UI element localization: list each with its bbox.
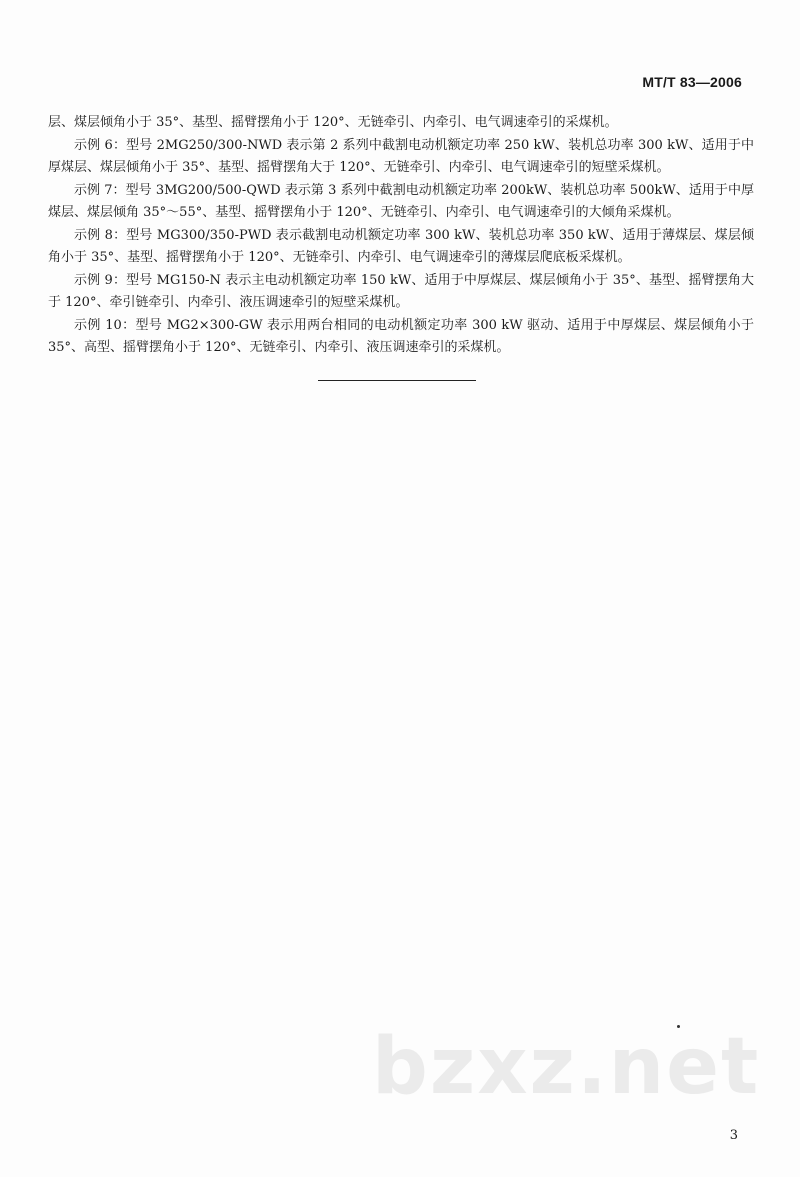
paragraph-example-7: 示例 7：型号 3MG200/500-QWD 表示第 3 系列中截割电动机额定功率 200kW、装机总功率 500kW、适用于中厚煤层、煤层倾角 35°～55°、基型、摇臂摆角小于 120°、无链牵引、内牵引、电气调速牵引的大倾角采煤机。 <box>48 183 754 220</box>
standard-code: MT/T 83—2006 <box>642 74 742 90</box>
paragraph-example-8: 示例 8：型号 MG300/350-PWD 表示截割电动机额定功率 300 kW、装机总功率 350 kW、适用于薄煤层、煤层倾角小于 35°、基型、摇臂摆角小于 120°、无链牵引、内牵引、电气调速牵引的薄煤层爬底板采煤机。 <box>48 228 754 265</box>
paragraph-continuation: 层、煤层倾角小于 35°、基型、摇臂摆角小于 120°、无链牵引、内牵引、电气调速牵引的采煤机。 <box>48 115 618 130</box>
body-text <box>48 112 754 360</box>
paragraph-example-6: 示例 6：型号 2MG250/300-NWD 表示第 2 系列中截割电动机额定功率 250 kW、装机总功率 300 kW、适用于中厚煤层、煤层倾角小于 35°、基型、摇臂摆角大于 120°、无链牵引、内牵引、电气调速牵引的短壁采煤机。 <box>48 138 754 175</box>
watermark: bzxz.net <box>372 1022 761 1112</box>
paragraph-example-9: 示例 9：型号 MG150-N 表示主电动机额定功率 150 kW、适用于中厚煤层、煤层倾角小于 35°、基型、摇臂摆角大于 120°、牵引链牵引、内牵引、液压调速牵引的短壁采煤机。 <box>48 273 754 310</box>
end-of-section-rule <box>318 380 476 381</box>
paragraph-example-10: 示例 10：型号 MG2×300-GW 表示用两台相同的电动机额定功率 300 kW 驱动、适用于中厚煤层、煤层倾角小于 35°、高型、摇臂摆角小于 120°、无链牵引、内牵引、液压调速牵引的采煤机。 <box>48 318 754 355</box>
page-number: 3 <box>729 1128 738 1143</box>
